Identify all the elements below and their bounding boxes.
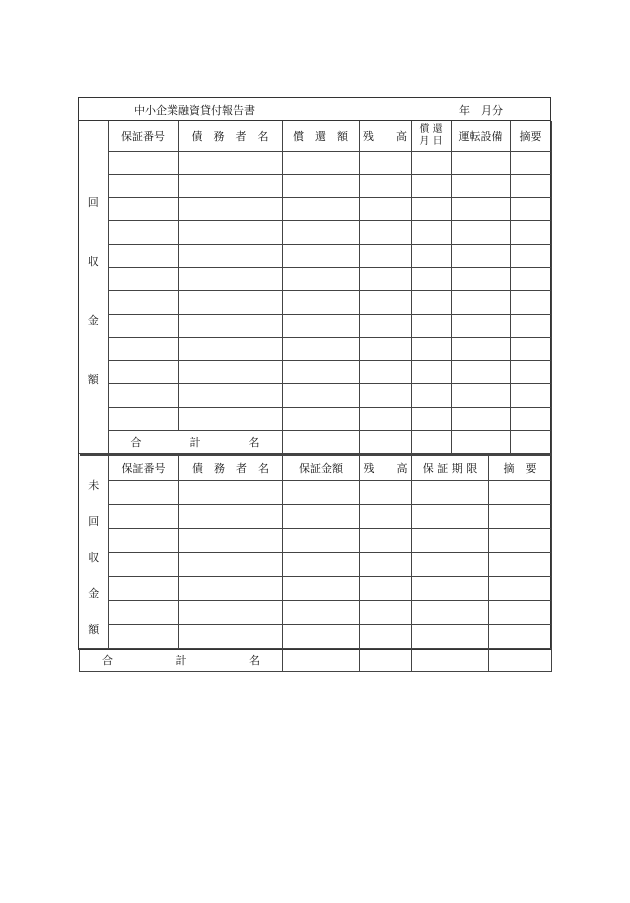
col-operating-equipment: 運転設備 — [451, 121, 510, 151]
cell[interactable] — [282, 198, 359, 221]
cell[interactable] — [451, 221, 510, 244]
cell[interactable] — [412, 625, 489, 649]
cell[interactable] — [282, 337, 359, 360]
cell[interactable] — [489, 649, 552, 672]
uncollected-total-label: 合 計 名 — [80, 649, 283, 672]
uncollected-total-row — [80, 649, 552, 672]
cell[interactable] — [359, 151, 411, 174]
cell[interactable] — [108, 361, 178, 384]
cell[interactable] — [178, 267, 282, 290]
cell[interactable] — [179, 576, 283, 600]
cell[interactable] — [283, 601, 360, 625]
table-row — [80, 552, 552, 576]
cell[interactable] — [359, 431, 411, 454]
table-row — [80, 528, 552, 552]
cell[interactable] — [359, 291, 411, 314]
cell[interactable] — [109, 576, 179, 600]
cell[interactable] — [178, 221, 282, 244]
cell[interactable] — [282, 244, 359, 267]
cell[interactable] — [510, 151, 551, 174]
cell[interactable] — [510, 361, 551, 384]
cell[interactable] — [360, 480, 412, 504]
cell[interactable] — [451, 174, 510, 197]
cell[interactable] — [179, 601, 283, 625]
cell[interactable] — [411, 337, 451, 360]
cell[interactable] — [360, 552, 412, 576]
cell[interactable] — [411, 361, 451, 384]
cell[interactable] — [412, 601, 489, 625]
cell[interactable] — [451, 361, 510, 384]
cell[interactable] — [359, 221, 411, 244]
cell[interactable] — [359, 384, 411, 407]
cell[interactable] — [451, 407, 510, 430]
cell[interactable] — [179, 480, 283, 504]
table-row — [80, 504, 552, 528]
table-row — [80, 480, 552, 504]
uncollected-side-label: 未 回 収 金 額 — [80, 455, 109, 649]
cell[interactable] — [109, 504, 179, 528]
cell[interactable] — [451, 384, 510, 407]
cell[interactable] — [451, 314, 510, 337]
cell[interactable] — [412, 480, 489, 504]
cell[interactable] — [360, 576, 412, 600]
uncollected-header-row — [80, 455, 552, 480]
cell[interactable] — [359, 267, 411, 290]
table-row — [79, 361, 551, 384]
cell[interactable] — [359, 361, 411, 384]
cell[interactable] — [282, 407, 359, 430]
cell[interactable] — [179, 528, 283, 552]
cell[interactable] — [282, 221, 359, 244]
cell[interactable] — [178, 174, 282, 197]
report-form — [78, 97, 551, 668]
cell[interactable] — [282, 151, 359, 174]
cell[interactable] — [510, 291, 551, 314]
cell[interactable] — [178, 384, 282, 407]
cell[interactable] — [510, 174, 551, 197]
cell[interactable] — [359, 244, 411, 267]
collected-total-row — [79, 431, 551, 454]
cell[interactable] — [282, 384, 359, 407]
cell[interactable] — [489, 552, 552, 576]
table-row — [79, 221, 551, 244]
table-row — [80, 576, 552, 600]
cell[interactable] — [411, 267, 451, 290]
cell[interactable] — [489, 480, 552, 504]
cell[interactable] — [411, 221, 451, 244]
cell[interactable] — [178, 407, 282, 430]
cell[interactable] — [412, 552, 489, 576]
cell[interactable] — [108, 337, 178, 360]
col-remarks: 摘要 — [510, 121, 551, 151]
table-row — [79, 244, 551, 267]
cell[interactable] — [489, 576, 552, 600]
cell[interactable] — [109, 601, 179, 625]
cell[interactable] — [178, 151, 282, 174]
cell[interactable] — [451, 151, 510, 174]
cell[interactable] — [108, 291, 178, 314]
table-row — [79, 151, 551, 174]
cell[interactable] — [510, 314, 551, 337]
form-title: 中小企業融資貸付報告書 — [134, 104, 255, 117]
col-repayment-date: 償 還 月 日 — [411, 121, 451, 151]
cell[interactable] — [109, 552, 179, 576]
cell[interactable] — [283, 528, 360, 552]
cell[interactable] — [360, 649, 412, 672]
col-debtor-name: 債 務 者 名 — [179, 455, 283, 480]
col-guarantee-number: 保証番号 — [109, 455, 179, 480]
table-row — [79, 337, 551, 360]
cell[interactable] — [411, 244, 451, 267]
cell[interactable] — [178, 361, 282, 384]
cell[interactable] — [178, 337, 282, 360]
cell[interactable] — [411, 431, 451, 454]
table-row — [79, 267, 551, 290]
cell[interactable] — [283, 552, 360, 576]
cell[interactable] — [109, 625, 179, 649]
cell[interactable] — [178, 291, 282, 314]
cell[interactable] — [109, 528, 179, 552]
cell[interactable] — [510, 431, 551, 454]
cell[interactable] — [489, 601, 552, 625]
table-row — [79, 291, 551, 314]
cell[interactable] — [451, 431, 510, 454]
cell[interactable] — [108, 221, 178, 244]
col-guarantee-period: 保 証 期 限 — [412, 455, 489, 480]
cell[interactable] — [360, 504, 412, 528]
cell[interactable] — [411, 314, 451, 337]
cell[interactable] — [510, 337, 551, 360]
cell[interactable] — [510, 267, 551, 290]
cell[interactable] — [283, 576, 360, 600]
cell[interactable] — [489, 504, 552, 528]
cell[interactable] — [360, 601, 412, 625]
cell[interactable] — [411, 151, 451, 174]
cell[interactable] — [411, 174, 451, 197]
cell[interactable] — [282, 267, 359, 290]
cell[interactable] — [360, 625, 412, 649]
cell[interactable] — [178, 244, 282, 267]
cell[interactable] — [489, 625, 552, 649]
cell[interactable] — [108, 151, 178, 174]
cell[interactable] — [108, 244, 178, 267]
cell[interactable] — [451, 267, 510, 290]
cell[interactable] — [178, 314, 282, 337]
cell[interactable] — [108, 407, 178, 430]
cell[interactable] — [359, 314, 411, 337]
table-row — [79, 198, 551, 221]
cell[interactable] — [451, 244, 510, 267]
cell[interactable] — [510, 384, 551, 407]
collected-total-label: 合 計 名 — [108, 431, 282, 454]
cell[interactable] — [108, 174, 178, 197]
cell[interactable] — [283, 649, 360, 672]
cell[interactable] — [359, 407, 411, 430]
cell[interactable] — [510, 244, 551, 267]
cell[interactable] — [283, 504, 360, 528]
form-title-row — [79, 98, 550, 121]
cell[interactable] — [108, 267, 178, 290]
cell[interactable] — [282, 314, 359, 337]
table-row — [79, 314, 551, 337]
cell[interactable] — [109, 480, 179, 504]
cell[interactable] — [359, 198, 411, 221]
cell[interactable] — [451, 198, 510, 221]
cell[interactable] — [178, 198, 282, 221]
collected-header-row — [79, 121, 551, 151]
cell[interactable] — [179, 552, 283, 576]
cell[interactable] — [489, 528, 552, 552]
col-debtor-name: 債 務 者 名 — [178, 121, 282, 151]
cell[interactable] — [411, 291, 451, 314]
collected-table — [79, 121, 552, 454]
cell[interactable] — [411, 407, 451, 430]
cell[interactable] — [411, 384, 451, 407]
col-guarantee-amount: 保証金額 — [283, 455, 360, 480]
table-row — [79, 384, 551, 407]
cell[interactable] — [359, 174, 411, 197]
cell[interactable] — [282, 174, 359, 197]
table-row — [79, 407, 551, 430]
uncollected-table — [79, 454, 552, 672]
col-guarantee-number: 保証番号 — [108, 121, 178, 151]
cell[interactable] — [412, 504, 489, 528]
cell[interactable] — [510, 221, 551, 244]
table-row — [79, 174, 551, 197]
table-row — [80, 601, 552, 625]
cell[interactable] — [412, 576, 489, 600]
cell[interactable] — [108, 198, 178, 221]
table-row — [80, 625, 552, 649]
cell[interactable] — [108, 314, 178, 337]
cell[interactable] — [283, 625, 360, 649]
col-balance: 残 高 — [360, 455, 412, 480]
cell[interactable] — [282, 291, 359, 314]
cell[interactable] — [282, 361, 359, 384]
cell[interactable] — [179, 625, 283, 649]
cell[interactable] — [282, 431, 359, 454]
cell[interactable] — [283, 480, 360, 504]
cell[interactable] — [510, 198, 551, 221]
cell[interactable] — [179, 504, 283, 528]
col-remarks: 摘 要 — [489, 455, 552, 480]
collected-side-label: 回 収 金 額 — [79, 121, 108, 454]
cell[interactable] — [412, 649, 489, 672]
cell[interactable] — [451, 291, 510, 314]
cell[interactable] — [451, 337, 510, 360]
cell[interactable] — [359, 337, 411, 360]
date-label: 年 月分 — [459, 104, 503, 117]
cell[interactable] — [412, 528, 489, 552]
col-balance: 残 高 — [359, 121, 411, 151]
cell[interactable] — [510, 407, 551, 430]
cell[interactable] — [108, 384, 178, 407]
col-repayment-amount: 償 還 額 — [282, 121, 359, 151]
cell[interactable] — [411, 198, 451, 221]
cell[interactable] — [360, 528, 412, 552]
